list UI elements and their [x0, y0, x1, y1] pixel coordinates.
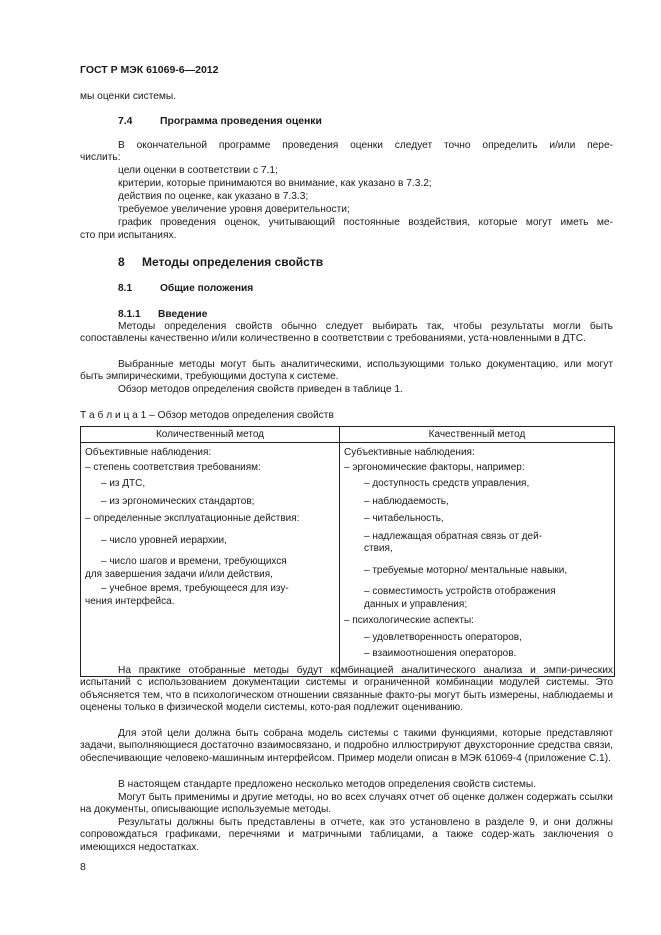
s74-item: требуемое увеличение уровня доверительности; — [118, 204, 350, 215]
table-header-quantitative: Количественный метод — [81, 427, 340, 443]
section-8-1-number: 8.1 — [118, 283, 133, 294]
table-line: – определенные эксплуатационные действия: — [85, 513, 300, 524]
table-line: – число уровней иерархии, — [101, 534, 227, 546]
table-line: – читабельность, — [364, 513, 444, 524]
section-8-1-1-heading — [118, 309, 651, 321]
table-line: Субъективные наблюдения: — [344, 447, 475, 458]
section-8-1-title: Общие положения — [160, 283, 254, 294]
table-header-qualitative: Качественный метод — [340, 427, 615, 443]
page-number: 8 — [80, 861, 86, 873]
table-line: – доступность средств управления, — [364, 478, 530, 489]
lead-text: мы оценки системы. — [80, 91, 177, 102]
paragraph: На практике отобранные методы будут комбинацией аналитического анализа и эмпи-рических испытаний с использованием документации системы и ограниченной комбинации модулей системы. Это объясняется тем, что в психологическом отношении связанные факто-ры могут быть измерены, наблюдаемы и оценены только в физической модели системы, кото-рая подлежит оцениванию. — [80, 665, 613, 713]
table-line: – совместимость устройств отображения — [364, 586, 556, 597]
table-line: Объективные наблюдения: — [85, 447, 212, 458]
s74-intro-line2: числить: — [80, 152, 121, 163]
table-line: – удовлетворенность операторов, — [364, 631, 522, 643]
paragraph: Обзор методов определения свойств приведен в таблице 1. — [118, 384, 403, 395]
table-line: – степень соответствия требованиям: — [85, 461, 261, 473]
section-8-heading — [118, 256, 651, 268]
s74-item: действия по оценке, как указано в 7.3.3; — [118, 191, 309, 202]
section-8-1-heading — [118, 283, 651, 295]
table-line: – психологические аспекты: — [344, 615, 474, 626]
table-line: – взаимоотношения операторов. — [364, 648, 517, 659]
qualitative-cell — [340, 443, 615, 677]
table-line: – наблюдаемость, — [364, 495, 449, 507]
table-line: – из эргономических стандартов; — [101, 495, 255, 507]
section-7-4-number: 7.4 — [118, 116, 133, 127]
section-8-number: 8 — [118, 255, 125, 269]
paragraph: Могут быть применимы и другие методы, но во всех случаях отчет об оценке должен содержать ссылки на документы, описывающие используемые методы. — [80, 792, 613, 816]
document-header: ГОСТ Р МЭК 61069-6—2012 — [80, 64, 219, 76]
quantitative-cell — [81, 443, 340, 677]
s74-item: критерии, которые принимаются во внимание, как указано в 7.3.2; — [118, 178, 432, 189]
paragraph: Методы определения свойств обычно следует выбирать так, чтобы результаты могли быть сопоставлены качественно и/или количественно в соответствии с требованиями, уста-новленными в ДТС. — [80, 321, 613, 345]
table-line: данных и управления; — [364, 598, 468, 610]
section-8-1-1-title: Введение — [158, 309, 208, 320]
section-8-1-1-number: 8.1.1 — [118, 309, 141, 320]
s74-intro-line1: В окончательной программе проведения оценки следует точно определить и/или пере- — [118, 140, 613, 151]
table-caption: Т а б л и ц а 1 – Обзор методов определения свойств — [80, 410, 334, 421]
methods-table — [80, 426, 615, 677]
paragraph: Результаты должны быть представлены в отчете, как это установлено в разделе 9, и они должны сопровождаться графиками, перечнями и матричными таблицами, а также содер-жать заключения о имеющихся недостатках. — [80, 817, 613, 853]
table-line: – надлежащая обратная связь от дей- — [364, 530, 543, 542]
s74-last-line: сто при испытаниях. — [80, 230, 177, 241]
table-line: – эргономические факторы, например: — [344, 461, 525, 473]
paragraph: Для этой цели должна быть собрана модель системы с такими функциями, которые представляют задачи, выполняющиеся достаточно взаимосвязано, и подробно иллюстрируют двухсторонние средства связи, обеспечивающие человеко-машинным интерфейсом. Пример модели описан в МЭК 61069-4 (приложение С.1). — [80, 728, 613, 764]
paragraph: Выбранные методы могут быть аналитическими, использующими только документацию, или могут быть эмпирическими, требующими доступа к системе. — [80, 359, 613, 383]
table-line: чения интерфейса. — [85, 595, 175, 607]
table-line: – требуемые моторно/ ментальные навыки, — [364, 564, 568, 576]
s74-item: график проведения оценок, учитывающий постоянные воздействия, которые могут иметь ме- — [118, 217, 613, 228]
table-line: ствия, — [364, 543, 393, 554]
table-line: – число шагов и времени, требующихся — [101, 556, 287, 567]
s74-item: цели оценки в соответствии с 7.1; — [118, 165, 278, 176]
section-8-title: Методы определения свойств — [142, 255, 324, 269]
table-line: для завершения задачи и/или действия, — [85, 568, 273, 580]
section-7-4-title: Программа проведения оценки — [160, 116, 322, 127]
table-line: – учебное время, требующееся для изу- — [101, 583, 289, 594]
table-line: – из ДТС, — [101, 478, 146, 489]
section-7-4-heading — [118, 116, 651, 128]
paragraph: В настоящем стандарте предложено несколько методов определения свойств системы. — [118, 779, 537, 790]
